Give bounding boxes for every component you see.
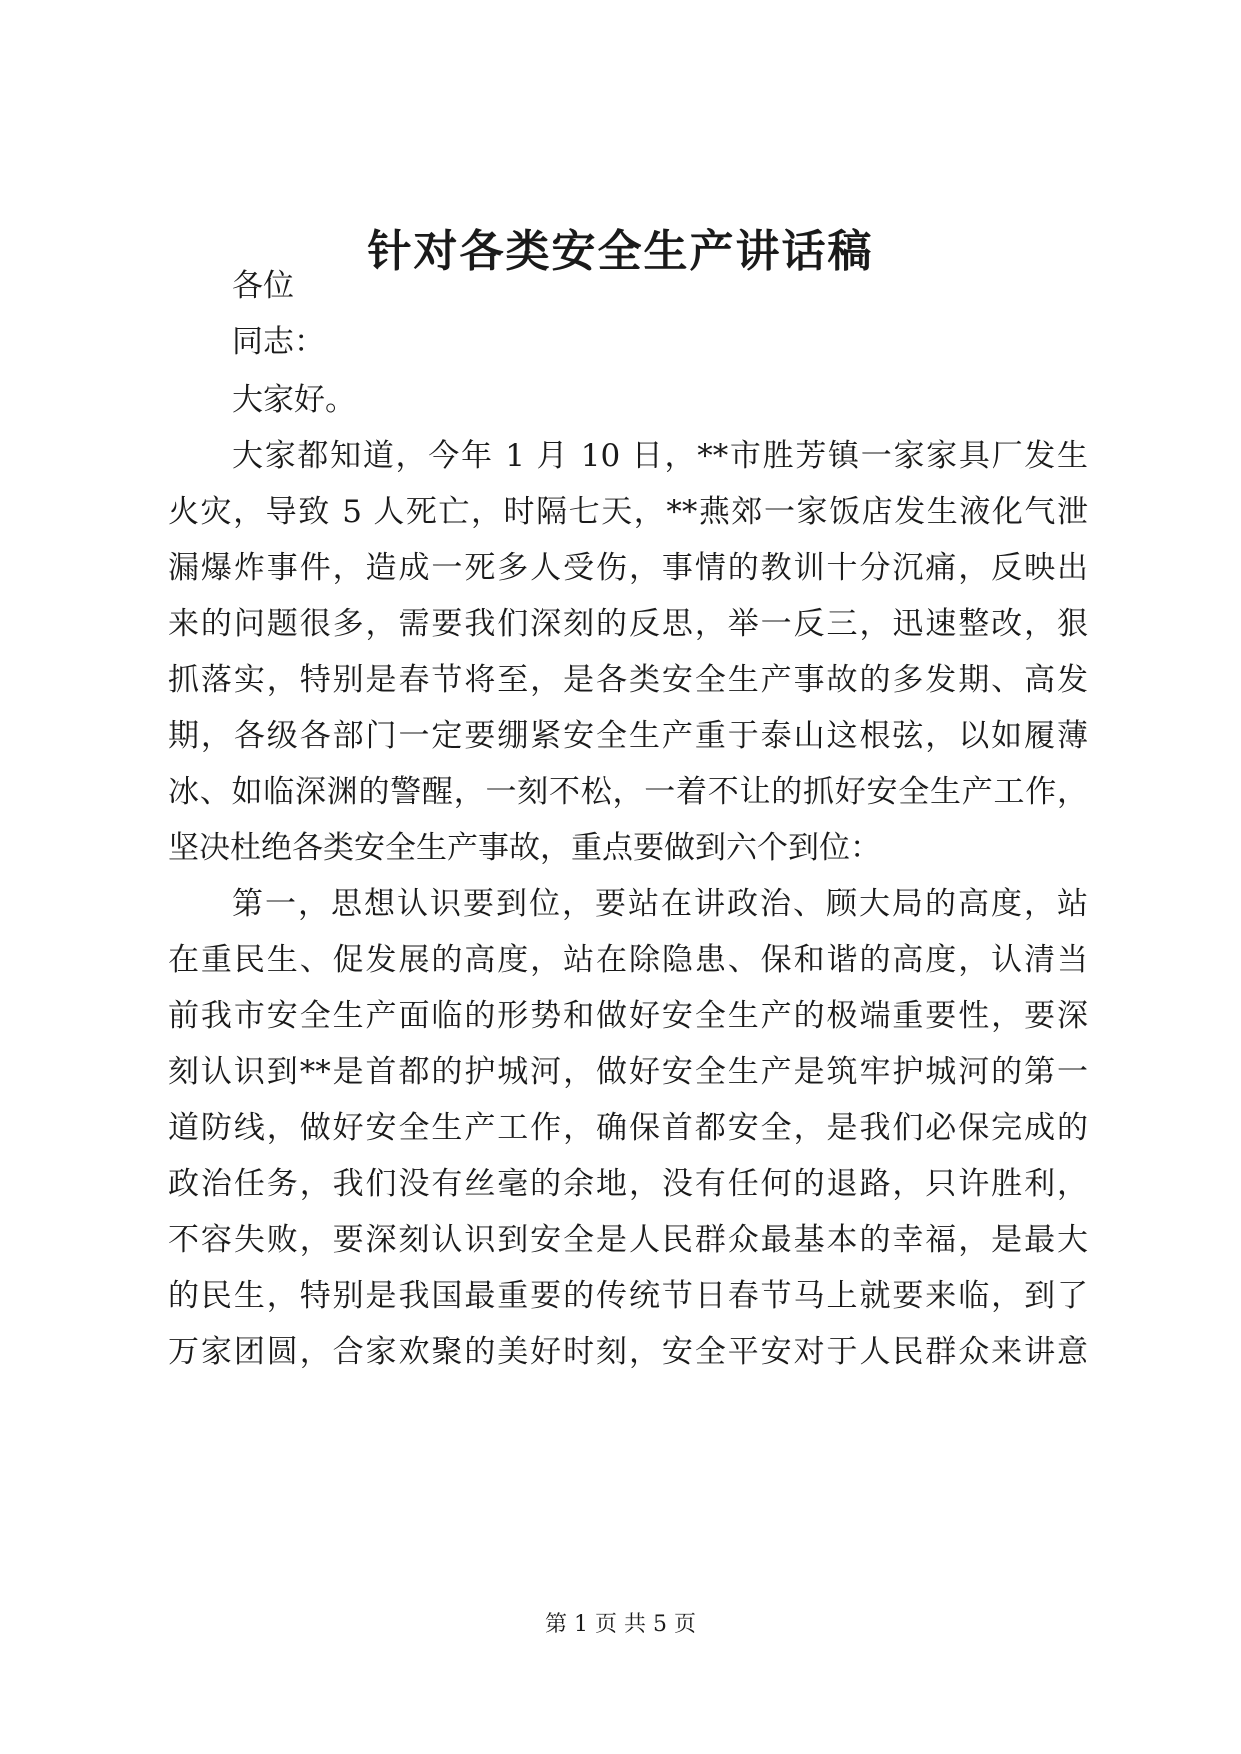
body-text-line: 抓落实，特别是春节将至，是各类安全生产事故的多发期、高发 <box>168 662 1088 698</box>
body-text-line: 坚决杜绝各类安全生产事故，重点要做到六个到位： <box>168 830 881 866</box>
body-text-line: 万家团圆，合家欢聚的美好时刻，安全平安对于人民群众来讲意 <box>168 1334 1088 1370</box>
salutation-line-1: 各位 <box>232 268 294 304</box>
document-title: 针对各类安全生产讲话稿 <box>367 226 874 277</box>
body-text-line: 期，各级各部门一定要绷紧安全生产重于泰山这根弦，以如履薄 <box>168 718 1088 754</box>
body-text-line: 漏爆炸事件，造成一死多人受伤，事情的教训十分沉痛，反映出 <box>168 550 1088 586</box>
salutation-line-2: 同志： <box>232 324 325 360</box>
body-text-line: 道防线，做好安全生产工作，确保首都安全，是我们必保完成的 <box>168 1110 1088 1146</box>
body-text-line: 在重民生、促发展的高度，站在除隐患、保和谐的高度，认清当 <box>168 942 1088 978</box>
body-text-line: 来的问题很多，需要我们深刻的反思，举一反三，迅速整改，狠 <box>168 606 1088 642</box>
body-text-line: 政治任务，我们没有丝毫的余地，没有任何的退路，只许胜利， <box>168 1166 1088 1202</box>
body-text-line: 火灾，导致 5 人死亡，时隔七天，**燕郊一家饭店发生液化气泄 <box>168 494 1088 530</box>
body-text-line: 大家都知道，今年 1 月 10 日，**市胜芳镇一家家具厂发生 <box>232 438 1088 474</box>
greeting-line: 大家好。 <box>232 382 356 418</box>
page-footer: 第 1 页 共 5 页 <box>545 1612 696 1637</box>
body-text-line: 前我市安全生产面临的形势和做好安全生产的极端重要性，要深 <box>168 998 1088 1034</box>
body-text-line: 的民生，特别是我国最重要的传统节日春节马上就要来临，到了 <box>168 1278 1088 1314</box>
body-text-line: 冰、如临深渊的警醒，一刻不松，一着不让的抓好安全生产工作， <box>168 774 1088 810</box>
body-text-line: 刻认识到**是首都的护城河，做好安全生产是筑牢护城河的第一 <box>168 1054 1088 1090</box>
body-text-line: 第一，思想认识要到位，要站在讲政治、顾大局的高度，站 <box>232 886 1088 922</box>
body-text-line: 不容失败，要深刻认识到安全是人民群众最基本的幸福，是最大 <box>168 1222 1088 1258</box>
